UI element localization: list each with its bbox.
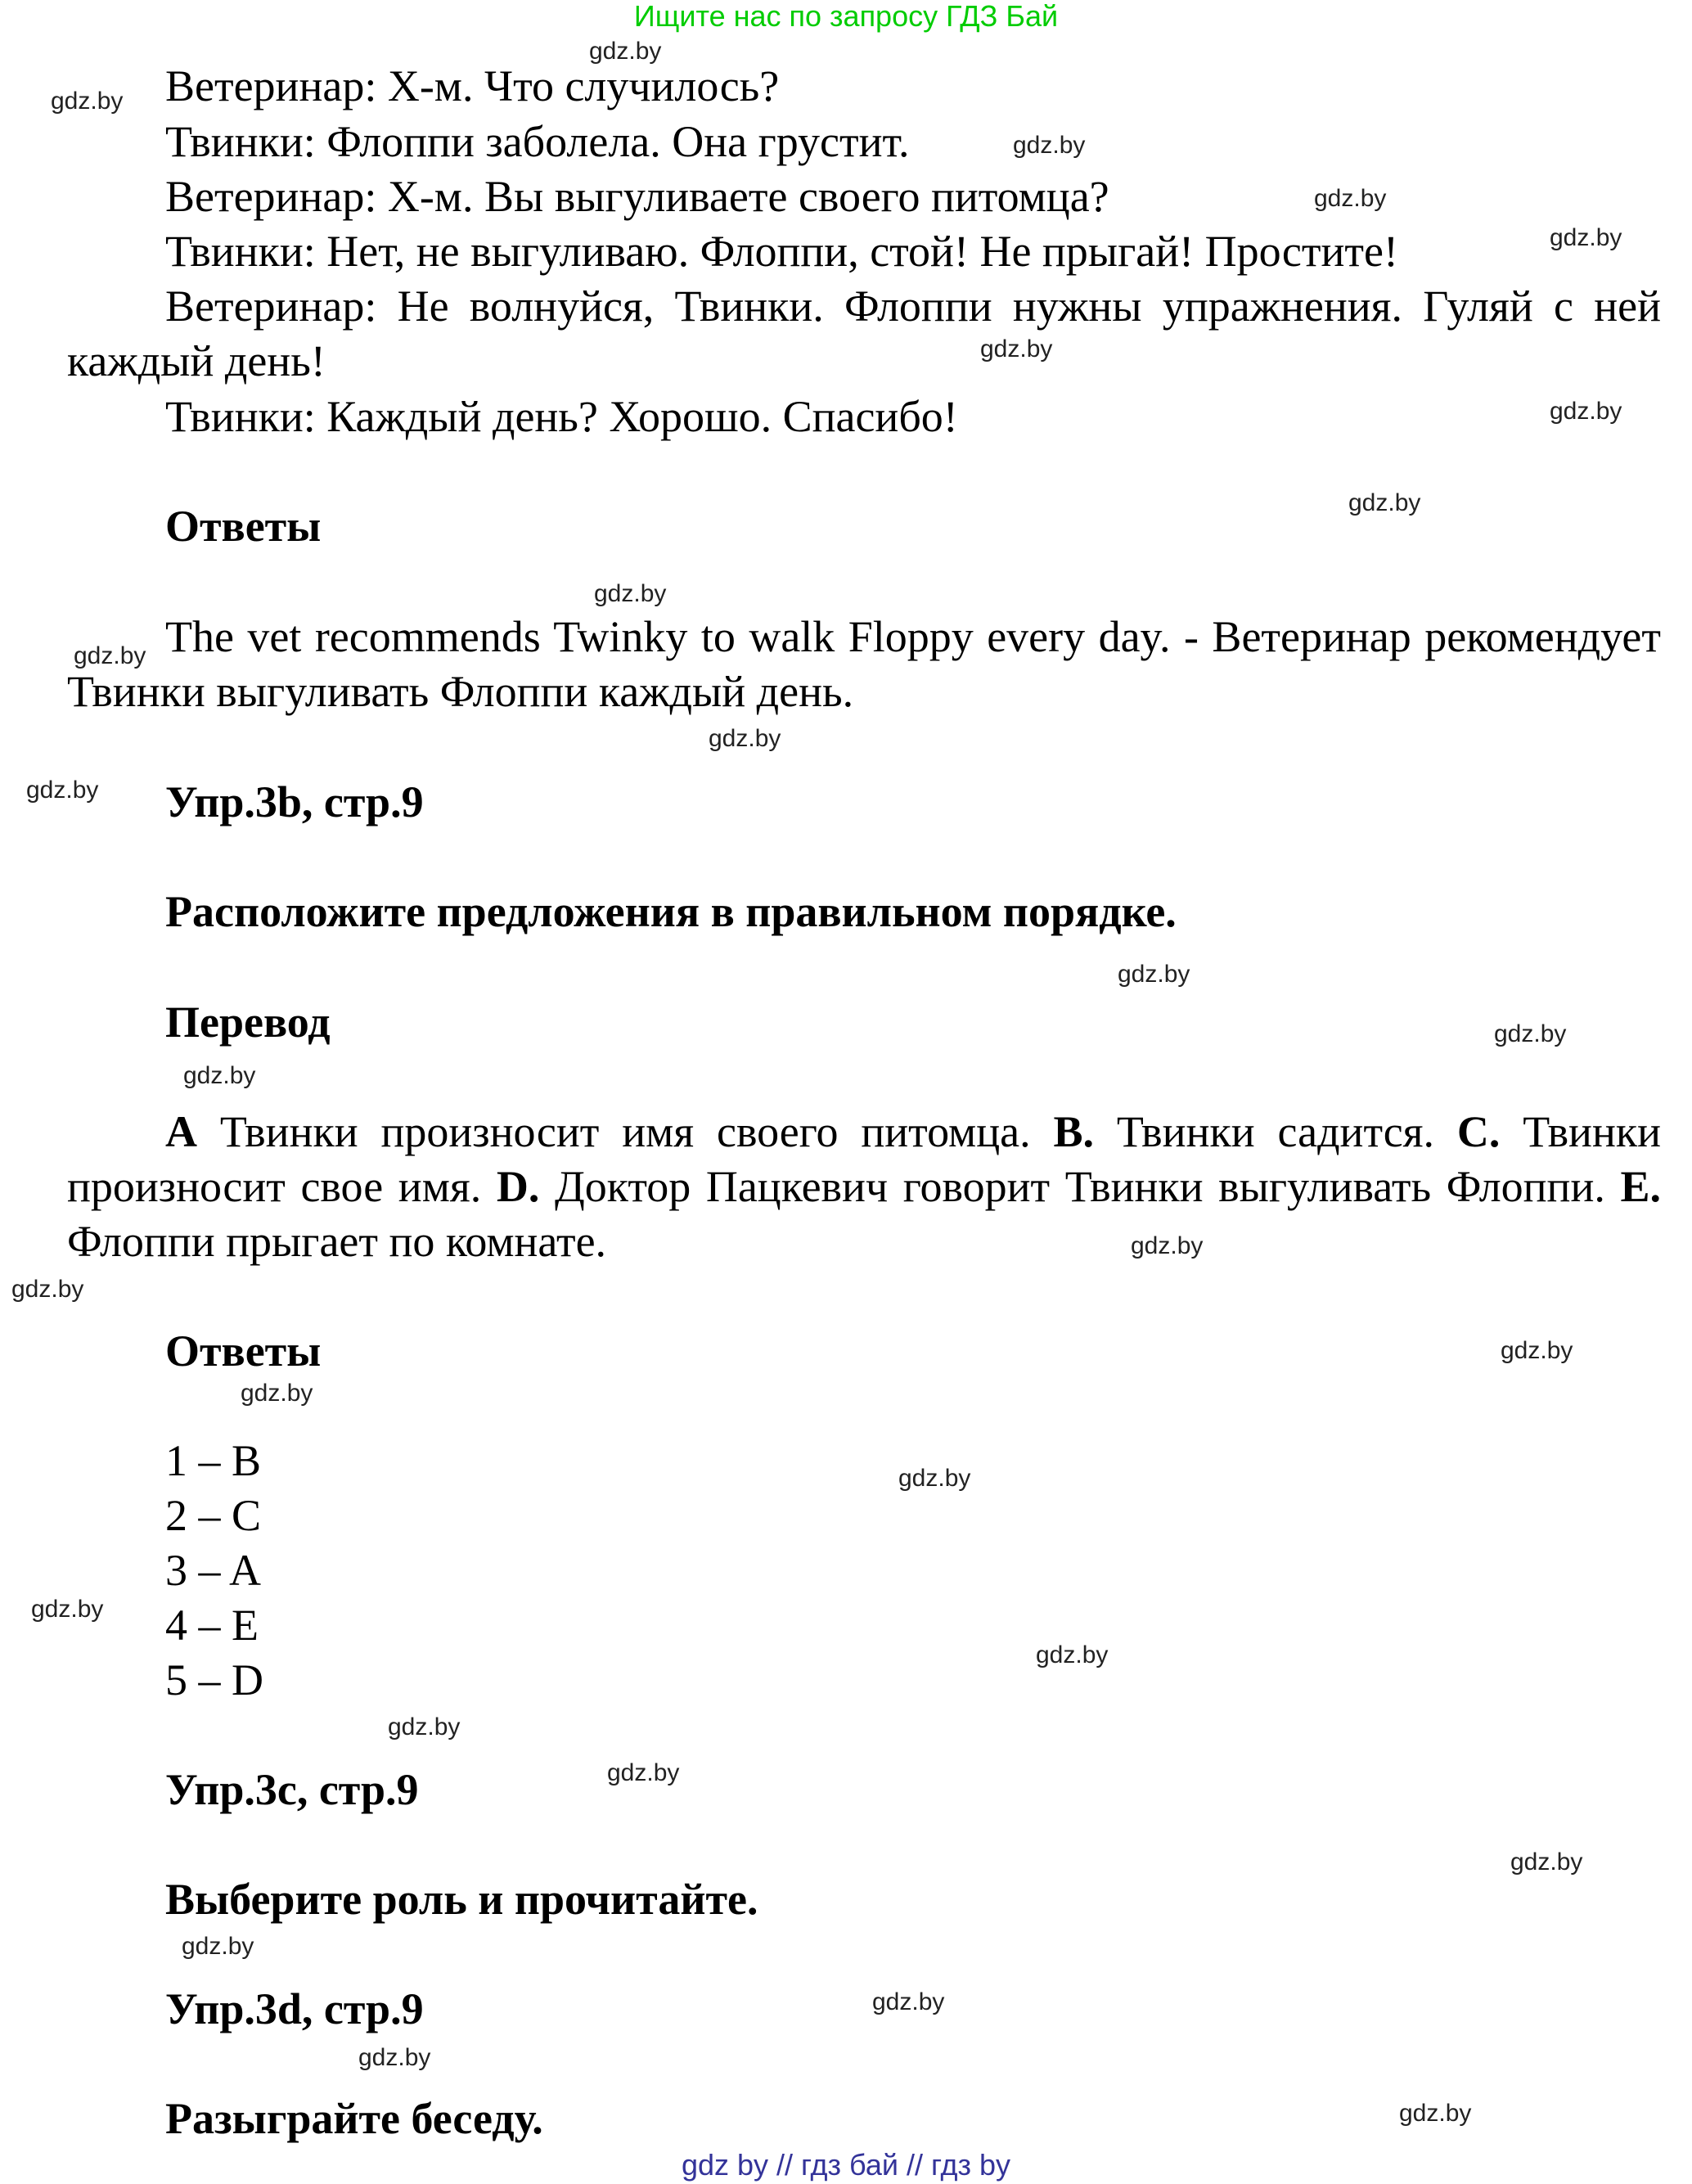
watermark: gdz.by xyxy=(11,1276,84,1303)
watermark: gdz.by xyxy=(980,335,1053,362)
option-label-e: E. xyxy=(1620,1162,1661,1211)
watermark: gdz.by xyxy=(1494,1020,1567,1047)
answers-heading: Ответы xyxy=(165,1326,322,1376)
watermark: gdz.by xyxy=(1036,1641,1109,1668)
dialogue-line: Ветеринар: Х-м. Что случилось? xyxy=(165,61,780,110)
watermark: gdz.by xyxy=(182,1933,254,1960)
watermark: gdz.by xyxy=(607,1759,680,1786)
watermark: gdz.by xyxy=(872,1988,945,2015)
watermark: gdz.by xyxy=(51,88,124,115)
answer-item: 4 – E xyxy=(165,1601,259,1650)
option-text-c: Твинки произносит свое имя. xyxy=(67,1107,1661,1211)
option-label-d: D. xyxy=(496,1162,540,1211)
answer-item: 3 – A xyxy=(165,1546,262,1595)
option-text-b: Твинки садится. xyxy=(1094,1107,1457,1156)
watermark: gdz.by xyxy=(589,38,662,65)
exercise-3d-title: Упр.3d, стр.9 xyxy=(165,1984,424,2033)
answer-paragraph: The vet recommends Twinky to walk Floppy every day. - Ветеринар рекомендует Твинки выгуливать Флоппи каждый день. xyxy=(67,612,1661,716)
watermark: gdz.by xyxy=(183,1062,256,1089)
watermark: gdz.by xyxy=(1013,132,1086,159)
watermark: gdz.by xyxy=(594,580,667,607)
watermark: gdz.by xyxy=(358,2044,431,2071)
translation-paragraph xyxy=(67,1105,1661,1269)
option-label-c: C. xyxy=(1456,1107,1501,1156)
watermark: gdz.by xyxy=(898,1465,971,1492)
exercise-3d-task: Разыграйте беседу. xyxy=(165,2094,543,2143)
dialogue-line: Ветеринар: Х-м. Вы выгуливаете своего питомца? xyxy=(165,172,1109,221)
watermark: gdz.by xyxy=(1131,1232,1204,1259)
exercise-3c-task: Выберите роль и прочитайте. xyxy=(165,1875,758,1924)
answer-item: 2 – C xyxy=(165,1491,262,1540)
exercise-3b-title: Упр.3b, стр.9 xyxy=(165,777,424,826)
option-text-d: Доктор Пацкевич говорит Твинки выгуливать Флоппи. xyxy=(539,1162,1621,1211)
option-text-a: Твинки произносит имя своего питомца. xyxy=(197,1107,1054,1156)
exercise-3c-title: Упр.3c, стр.9 xyxy=(165,1765,419,1814)
watermark: gdz.by xyxy=(1501,1337,1573,1364)
answer-item: 5 – D xyxy=(165,1655,263,1704)
translation-heading: Перевод xyxy=(165,997,331,1047)
answer-item: 1 – B xyxy=(165,1436,262,1485)
exercise-3b-task: Расположите предложения в правильном порядке. xyxy=(165,887,1177,936)
watermark: gdz.by xyxy=(74,642,146,669)
watermark: gdz.by xyxy=(31,1596,104,1623)
watermark: gdz.by xyxy=(1550,224,1622,251)
bottom-banner-link[interactable]: gdz by // гдз бай // гдз by xyxy=(681,2148,1011,2182)
watermark: gdz.by xyxy=(1399,2100,1472,2127)
option-label-a: A xyxy=(165,1107,197,1156)
watermark: gdz.by xyxy=(1550,398,1622,425)
watermark: gdz.by xyxy=(1348,489,1421,516)
watermark: gdz.by xyxy=(1118,961,1190,988)
watermark: gdz.by xyxy=(1314,185,1387,212)
watermark: gdz.by xyxy=(241,1380,313,1407)
top-banner-link[interactable]: Ищите нас по запросу ГДЗ Бай xyxy=(633,0,1059,33)
answers-heading: Ответы xyxy=(165,502,322,551)
option-text-e: Флоппи прыгает по комнате. xyxy=(67,1217,607,1266)
dialogue-line: Твинки: Каждый день? Хорошо. Спасибо! xyxy=(165,392,958,441)
dialogue-line: Твинки: Флоппи заболела. Она грустит. xyxy=(165,117,910,166)
dialogue-line: Ветеринар: Не волнуйся, Твинки. Флоппи нужны упражнения. Гуляй с ней каждый день! xyxy=(67,281,1661,385)
watermark: gdz.by xyxy=(1510,1849,1583,1876)
dialogue-line: Твинки: Нет, не выгуливаю. Флоппи, стой! Не прыгай! Простите! xyxy=(165,227,1398,276)
watermark: gdz.by xyxy=(388,1713,461,1740)
watermark: gdz.by xyxy=(26,777,99,804)
option-label-b: B. xyxy=(1053,1107,1094,1156)
watermark: gdz.by xyxy=(709,725,781,752)
